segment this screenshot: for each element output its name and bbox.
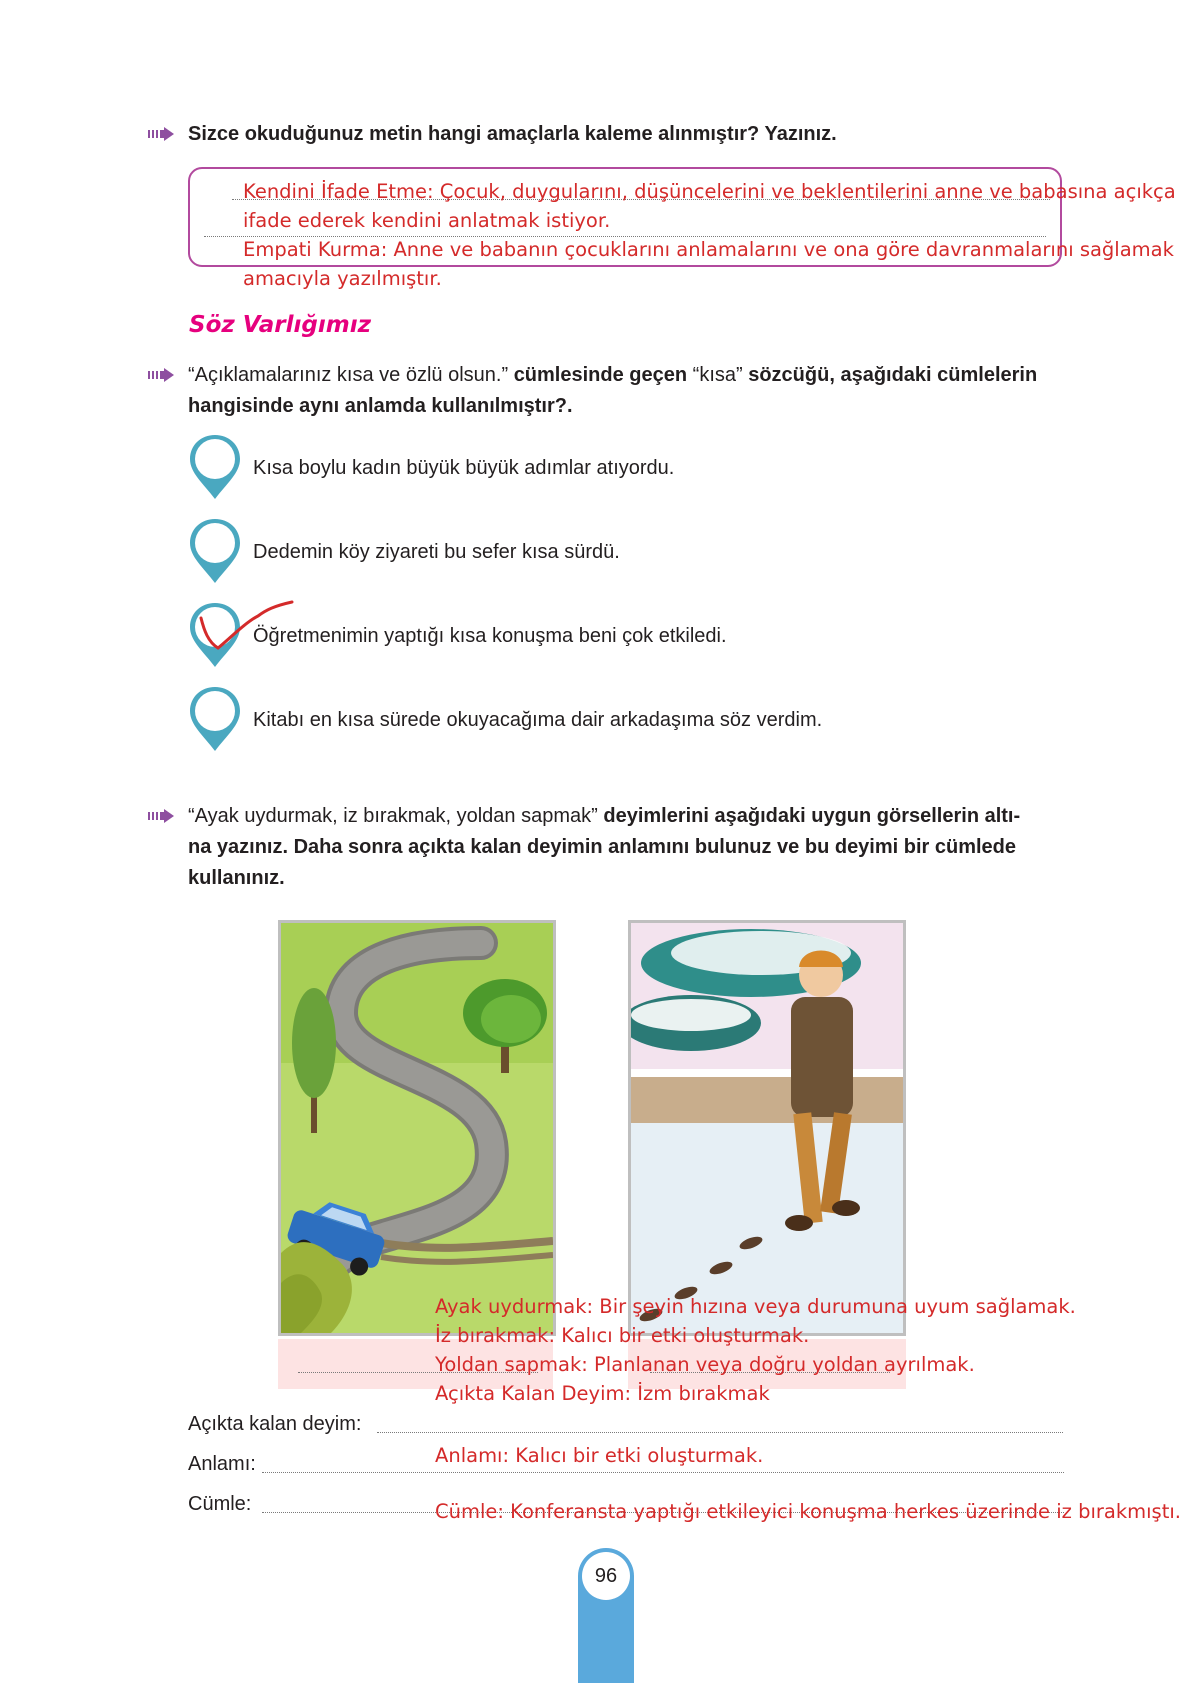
option-text: Öğretmenimin yaptığı kısa konuşma beni çok etkiledi. xyxy=(253,625,727,647)
question-2-line-1 xyxy=(188,360,1037,391)
handwritten-answer-line: Empati Kurma: Anne ve babanın çocuklarını anlamalarını ve ona göre davranmalarını sağlamak xyxy=(243,238,1174,261)
question-2-bold: cümlesinde geçen xyxy=(513,364,688,386)
handwritten-idiom-answer: Yoldan sapmak: Planlanan veya doğru yoldan ayrılmak. xyxy=(435,1353,975,1376)
question-3-line-1 xyxy=(188,801,1020,832)
road-car-illustration xyxy=(281,923,553,1333)
label-cumle: Cümle: xyxy=(188,1493,252,1515)
question-2-bold: sözcüğü, aşağıdaki cümlelerin xyxy=(748,364,1038,386)
road-car-image xyxy=(278,920,556,1336)
question-3-line-2: na yazınız. Daha sonra açıkta kalan deyimin anlamını bulunuz ve bu deyimi bir cümlede xyxy=(188,836,1017,858)
section-title: Söz Varlığımız xyxy=(189,312,371,338)
question-2-word: “kısa” xyxy=(692,364,743,386)
option-text: Kitabı en kısa sürede okuyacağıma dair arkadaşıma söz verdim. xyxy=(253,709,823,731)
handwritten-idiom-answer: Açıkta Kalan Deyim: İzm bırakmak xyxy=(435,1382,770,1405)
option-pin-icon[interactable] xyxy=(188,433,242,501)
handwritten-answer-line: amacıyla yazılmıştır. xyxy=(243,267,442,290)
option-text: Kısa boylu kadın büyük büyük adımlar atıyordu. xyxy=(253,457,675,479)
question-2-quote: “Açıklamalarınız kısa ve özlü olsun.” xyxy=(188,364,509,386)
dotted-line xyxy=(204,236,1046,237)
handwritten-idiom-answer: İz bırakmak: Kalıcı bir etki oluşturmak. xyxy=(435,1324,810,1347)
question-3-bold: deyimlerini aşağıdaki uygun görsellerin altı- xyxy=(603,805,1021,827)
handwritten-answer-line: Kendini İfade Etme: Çocuk, duygularını, düşüncelerini ve beklentilerini anne ve babasına açıkça xyxy=(243,180,1176,203)
page-number-tab xyxy=(578,1548,634,1683)
option-text: Dedemin köy ziyareti bu sefer kısa sürdü. xyxy=(253,541,620,563)
label-deyim: Açıkta kalan deyim: xyxy=(188,1413,362,1435)
bullet-arrow-icon xyxy=(148,368,174,382)
question-2-line-2: hangisinde aynı anlamda kullanılmıştır?. xyxy=(188,395,573,417)
option-pin-icon[interactable] xyxy=(188,517,242,585)
anlam-answer-line[interactable] xyxy=(262,1472,1064,1473)
bullet-arrow-icon xyxy=(148,127,174,141)
handwritten-idiom-answer: Ayak uydurmak: Bir şeyin hızına veya durumuna uyum sağlamak. xyxy=(435,1295,1076,1318)
question-1-text: Sizce okuduğunuz metin hangi amaçlarla kaleme alınmıştır? Yazınız. xyxy=(188,123,837,145)
handwritten-anlam: Anlamı: Kalıcı bir etki oluşturmak. xyxy=(435,1444,764,1467)
snow-footprints-image xyxy=(628,920,906,1336)
question-3-quote: “Ayak uydurmak, iz bırakmak, yoldan sapmak” xyxy=(188,805,598,827)
question-3-line-3: kullanınız. xyxy=(188,867,285,889)
option-pin-icon[interactable] xyxy=(188,685,242,753)
label-anlam: Anlamı: xyxy=(188,1453,256,1475)
handwritten-cumle: Cümle: Konferansta yaptığı etkileyici konuşma herkes üzerinde iz bırakmıştı. xyxy=(435,1500,1181,1523)
bullet-arrow-icon xyxy=(148,809,174,823)
snow-footprints-illustration xyxy=(631,923,903,1333)
handwritten-answer-line: ifade ederek kendini anlatmak istiyor. xyxy=(243,209,611,232)
page-number: 96 xyxy=(582,1552,630,1600)
deyim-answer-line[interactable] xyxy=(377,1432,1063,1433)
